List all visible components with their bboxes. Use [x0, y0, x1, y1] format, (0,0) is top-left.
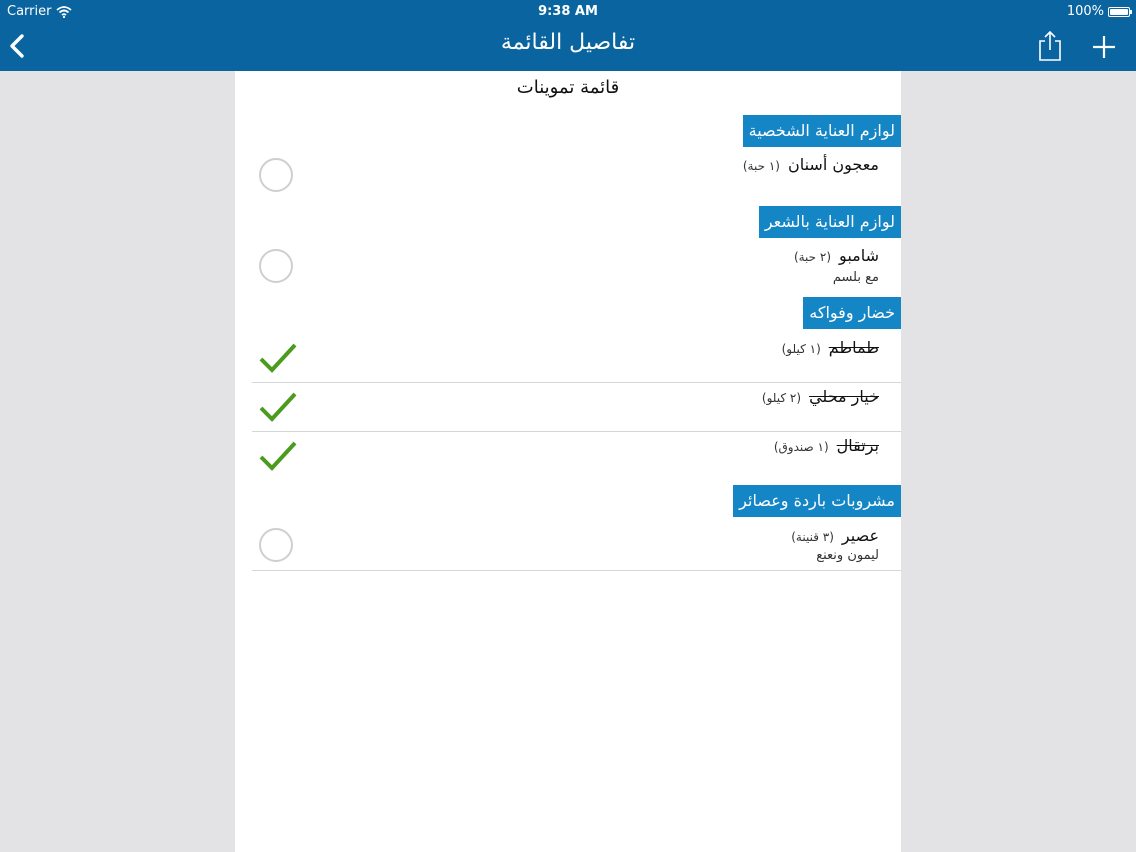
navigation-bar — [0, 0, 1136, 71]
checkmark-icon[interactable] — [259, 391, 297, 423]
item-name-row — [782, 338, 879, 357]
unchecked-circle-icon[interactable] — [259, 528, 293, 562]
item-note: ليمون ونعنع — [816, 548, 879, 563]
item-name: خيار محلي — [809, 387, 879, 406]
page-title: تفاصيل القائمة — [500, 30, 636, 55]
section-header-hair-care: لوازم العناية بالشعر — [759, 206, 901, 238]
checkmark-icon[interactable] — [259, 342, 297, 374]
checkmark-icon[interactable] — [259, 440, 297, 472]
item-name: شامبو — [839, 246, 879, 265]
item-quantity: (١ صندوق) — [773, 440, 829, 454]
section-header-personal-care: لوازم العناية الشخصية — [743, 115, 901, 147]
battery-info — [1067, 4, 1130, 19]
item-quantity: (٢ كيلو) — [761, 391, 802, 405]
carrier-label: Carrier — [7, 4, 52, 19]
share-icon[interactable] — [1037, 30, 1063, 62]
list-item[interactable] — [252, 338, 901, 382]
add-icon[interactable] — [1091, 34, 1117, 60]
item-name-row — [794, 246, 879, 265]
item-quantity: (١ كيلو) — [781, 342, 821, 356]
section-header-cold-drinks-juices: مشروبات باردة وعصائر — [733, 485, 901, 517]
item-name: معجون أسنان — [787, 155, 879, 174]
item-quantity: (٣ قنينة) — [791, 530, 834, 544]
item-note: مع بلسم — [832, 270, 879, 285]
row-divider — [252, 382, 901, 383]
list-title: قائمة تموينات — [516, 77, 620, 98]
battery-percent: 100% — [1066, 4, 1104, 19]
item-name-row — [743, 155, 879, 174]
row-divider — [252, 570, 901, 571]
item-name-row — [791, 526, 879, 545]
item-name: عصير — [841, 526, 879, 545]
item-name: طماطم — [828, 338, 879, 357]
list-item[interactable] — [252, 526, 901, 570]
section-header-vegetables-fruits: خضار وفواكه — [803, 297, 901, 329]
list-item[interactable] — [252, 246, 901, 298]
clock: 9:38 AM — [538, 4, 598, 19]
row-divider — [252, 431, 901, 432]
list-item[interactable] — [252, 436, 901, 480]
unchecked-circle-icon[interactable] — [259, 158, 293, 192]
item-name-row — [774, 436, 879, 455]
status-bar — [0, 0, 1136, 22]
item-quantity: (٢ حبة) — [793, 250, 832, 264]
battery-icon — [1108, 7, 1130, 17]
item-name: برتقال — [836, 436, 879, 455]
list-item[interactable] — [252, 387, 901, 431]
list-detail-panel — [235, 71, 901, 852]
unchecked-circle-icon[interactable] — [259, 249, 293, 283]
list-item[interactable] — [252, 155, 901, 205]
item-quantity: (١ حبة) — [742, 159, 780, 173]
item-name-row — [762, 387, 879, 406]
